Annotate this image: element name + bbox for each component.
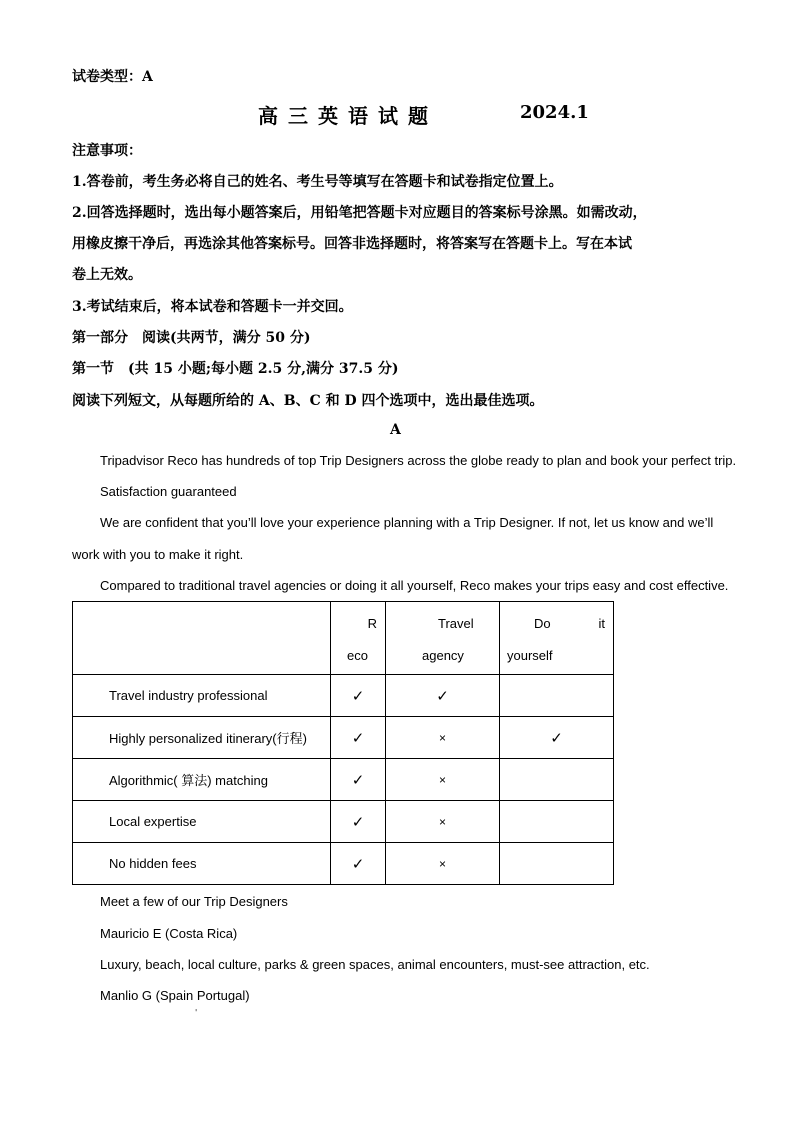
header-reco-line-1: R bbox=[367, 616, 377, 631]
row-label: No hidden fees bbox=[73, 843, 331, 885]
passage-paragraph-1: Tripadvisor Reco has hundreds of top Trip Designers across the globe ready to plan and book your perfect trip. bbox=[100, 453, 737, 468]
row-label: Travel industry professional bbox=[73, 675, 331, 717]
check-icon: ✓ bbox=[331, 675, 386, 717]
notice-item-1: 1.答卷前，考生务必将自己的姓名、考生号等填写在答题卡和试卷指定位置上。 bbox=[72, 174, 563, 190]
table-header-row bbox=[73, 602, 614, 675]
part-heading: 第一部分 阅读(共两节，满分 50 分) bbox=[72, 330, 311, 346]
notice-heading: 注意事项： bbox=[72, 143, 142, 159]
passage-paragraph-3-line-1: We are confident that you’ll love your experience planning with a Trip Designer. If not, let us know and we’ll bbox=[100, 515, 714, 530]
paper-type: 试卷类型：A bbox=[72, 69, 153, 85]
section-heading: 第一节 (共 15 小题;每小题 2.5 分,满分 37.5 分) bbox=[72, 361, 399, 377]
empty-cell bbox=[500, 801, 614, 843]
table-row bbox=[73, 843, 614, 885]
header-diy-line-2: it bbox=[598, 616, 605, 631]
check-icon: ✓ bbox=[386, 675, 500, 717]
notice-item-3: 3.考试结束后，将本试卷和答题卡一并交回。 bbox=[72, 299, 353, 315]
header-reco bbox=[331, 602, 386, 675]
row-label: Highly personalized itinerary(行程) bbox=[73, 717, 331, 759]
check-icon: ✓ bbox=[331, 843, 386, 885]
row-label: Algorithmic( 算法) matching bbox=[73, 759, 331, 801]
check-icon: ✓ bbox=[500, 717, 614, 759]
empty-cell bbox=[500, 843, 614, 885]
empty-cell bbox=[500, 675, 614, 717]
notice-item-2-line-1: 2.回答选择题时，选出每小题答案后，用铅笔把答题卡对应题目的答案标号涂黑。如需改动， bbox=[72, 205, 647, 221]
exam-date: 2024.1 bbox=[520, 102, 589, 123]
notice-item-2-line-2: 用橡皮擦干净后，再选涂其他答案标号。回答非选择题时，将答案写在答题卡上。写在本试 bbox=[72, 236, 632, 252]
cross-icon: × bbox=[386, 843, 500, 885]
cross-icon: × bbox=[386, 759, 500, 801]
instruction: 阅读下列短文，从每题所给的 A、B、C 和 D 四个选项中，选出最佳选项。 bbox=[72, 393, 544, 409]
notice-item-2-line-3: 卷上无效。 bbox=[72, 267, 142, 283]
designers-intro: Meet a few of our Trip Designers bbox=[100, 894, 288, 909]
stray-mark: ' bbox=[195, 1008, 198, 1017]
header-diy-line-1: Do bbox=[534, 616, 551, 631]
designer-manlio: Manlio G (Spain Portugal) bbox=[100, 988, 250, 1003]
passage-label: A bbox=[390, 422, 401, 438]
designer-mauricio-specialties: Luxury, beach, local culture, parks & green spaces, animal encounters, must-see attraction, etc. bbox=[100, 957, 650, 972]
passage-paragraph-4: Compared to traditional travel agencies or doing it all yourself, Reco makes your trips easy and cost effective. bbox=[100, 578, 729, 593]
header-empty-cell bbox=[73, 602, 331, 675]
table-row bbox=[73, 759, 614, 801]
cross-icon: × bbox=[386, 801, 500, 843]
page-title: 高三英语试题 bbox=[258, 104, 438, 128]
table-row bbox=[73, 801, 614, 843]
row-label: Local expertise bbox=[73, 801, 331, 843]
check-icon: ✓ bbox=[331, 717, 386, 759]
header-travel-agency bbox=[386, 602, 500, 675]
passage-paragraph-2: Satisfaction guaranteed bbox=[100, 484, 237, 499]
table-row bbox=[73, 675, 614, 717]
empty-cell bbox=[500, 759, 614, 801]
check-icon: ✓ bbox=[331, 759, 386, 801]
designer-mauricio: Mauricio E (Costa Rica) bbox=[100, 926, 238, 941]
header-agency-line-1: Travel bbox=[438, 616, 474, 631]
header-agency-line-2: agency bbox=[422, 648, 464, 663]
cross-icon: × bbox=[386, 717, 500, 759]
passage-paragraph-3-line-2: work with you to make it right. bbox=[72, 547, 244, 562]
check-icon: ✓ bbox=[331, 801, 386, 843]
comparison-table bbox=[72, 601, 614, 885]
header-diy-line-3: yourself bbox=[507, 648, 553, 663]
table-row bbox=[73, 717, 614, 759]
header-do-it-yourself bbox=[500, 602, 614, 675]
header-reco-line-2: eco bbox=[347, 648, 368, 663]
